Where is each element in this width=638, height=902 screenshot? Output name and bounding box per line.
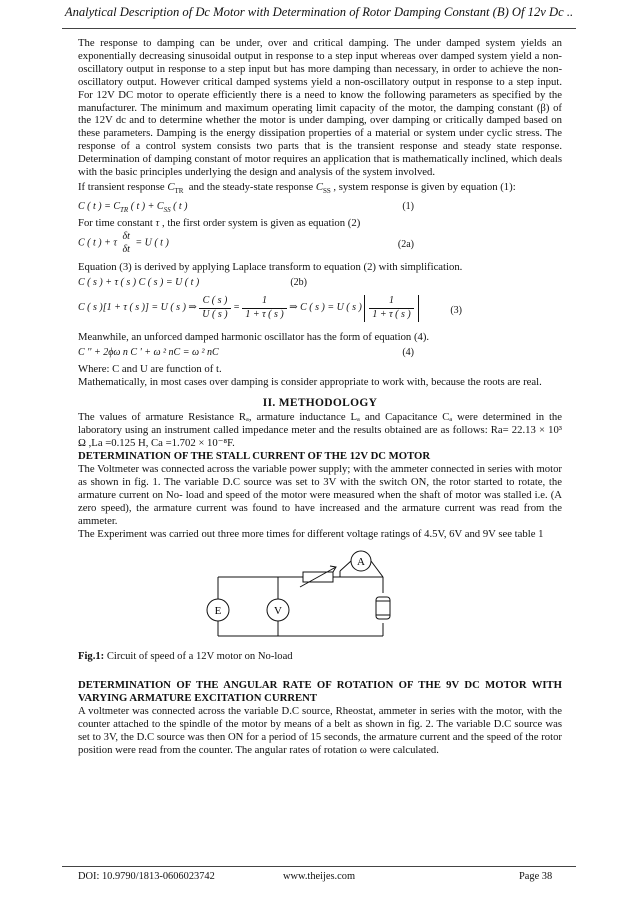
equation-4 [78, 347, 562, 361]
eq2b-number: (2b) [290, 276, 307, 288]
transient-line-a: If transient response [78, 180, 165, 193]
circuit-diagram [78, 541, 562, 651]
label-e: E [214, 604, 222, 617]
eq3-f3-numerator: 1 [369, 295, 413, 309]
figure-1-caption-label: Fig.1: [78, 650, 105, 662]
eq3-equals: = [233, 301, 240, 313]
running-header: Analytical Description of Dc Motor with Determination of Rotor Damping Constant (Β) Of 12v Dc .. [64, 5, 574, 19]
transient-line-c: , system response is given by equation (1): [333, 180, 516, 193]
eq1-sub2: SS [163, 206, 171, 215]
equation-3 [78, 295, 562, 329]
eq4-number: (4) [402, 346, 414, 358]
tau-symbol: τ [155, 217, 160, 230]
angular-heading: DETERMINATION OF THE ANGULAR RATE OF ROTATION OF THE 9V DC MOTOR WITH VARYING ARMATURE EXCITATION CURRENT [78, 679, 562, 705]
equation-2b [78, 277, 562, 291]
steady-symbol: C [315, 180, 323, 193]
where-line: Where: C and U are function of t. [78, 362, 222, 375]
footer-page: Page 38 [519, 871, 553, 882]
page-body [78, 37, 562, 757]
eq2a-frac-denominator: δt [122, 243, 130, 255]
eq3-f2-denominator: 1 + τ ( s ) [245, 308, 284, 320]
eq2a-number: (2a) [397, 238, 414, 250]
eq3-lhs: C ( s )[1 + τ ( s )] = U ( s ) ⇒ [78, 301, 197, 313]
eq1-mid: ( t ) + C [130, 201, 164, 213]
eq1-lhs: C ( t ) = C [78, 201, 121, 213]
intro-paragraph: The response to damping can be under, over and critical damping. The under damped system yields an exponentially decreasing sinusoidal output in response to a step input whereas over damped system yield a non-oscillatory output in response to a step input but has more damping than necessary, in order to achieve the non-oscillatory output. However critical damped systems yield a non-oscillatory output in response to a step input. For 12V DC motor to operate efficiently there is a need to know the following parameters as specified by the manufacturer. The minimum and maximum operating limit capacity of the motor, the damping constant (β) of the 12V dc and to determine whether the motor is under damping, over damping or critically damped based on these parameters. Damping is the energy dissipation properties of a material or system under cyclic stress. The response of a control system consists two parts that is the transient response and steady state response. Determination of damping constant of motor requires an application that is mathematically inclined, which deals with the basic principles underlying the design and analysis of the system involved. [78, 37, 562, 179]
source-e-icon [207, 599, 229, 621]
eq3-f1-numerator: C ( s ) [199, 295, 230, 309]
transient-line-b: and the steady-state response [188, 180, 314, 193]
eq1-sub1: TR [120, 206, 129, 215]
transient-line [78, 181, 562, 198]
eq4-expression: C '' + 2ϕω n C ' + ω ² nC = ω ² nC [78, 346, 219, 358]
figure-1 [78, 541, 562, 651]
methodology-heading: II. METHODOLOGY [262, 396, 378, 409]
eq3-f1-denominator: U ( s ) [202, 308, 228, 320]
eq3-fraction-2 [242, 295, 286, 322]
equation-2a [78, 231, 562, 259]
stall-paragraph-1: The Voltmeter was connected across the variable power supply; with the ammeter connected in series with motor as shown in fig. 1. The variable D.C source was set to 3V with the switch ON, the rotor started to rotate, the armature current on No- load and speed of the motor were measured when the shaft of motor was stalled i.e. (A zero speed), the armature current was found to have increased and the armature current was read from the ammeter. [78, 463, 562, 527]
ammeter-icon [340, 551, 383, 577]
eq1-number: (1) [402, 201, 414, 213]
eq1-end: ( t ) [173, 201, 188, 213]
eq2b-expression: C ( s ) + τ ( s ) C ( s ) = U ( t ) [78, 276, 200, 288]
transient-symbol: C [167, 180, 175, 193]
eq2a-lhs: C ( t ) + τ [78, 237, 117, 249]
eq3-f3-denominator: 1 + τ ( s ) [372, 308, 411, 320]
eq2a-fraction [119, 231, 132, 257]
overdamping-line: Mathematically, in most cases over damping is consider appropriate to work with, because the roots are real. [78, 375, 542, 388]
eq3-fraction-3 [369, 295, 413, 322]
steady-subscript: SS [322, 187, 331, 196]
stall-paragraph-2: The Experiment was carried out three more times for different voltage ratings of 4.5V, 6V and 9V see table 1 [78, 527, 544, 540]
stall-heading: DETERMINATION OF THE STALL CURRENT OF THE 12V DC MOTOR [78, 450, 431, 463]
label-v: V [274, 604, 282, 617]
header-rule [62, 28, 576, 29]
angular-paragraph: A voltmeter was connected across the variable D.C source, Rheostat, ammeter in series with the motor, with the counter attached to the spindle of the motor by means of a belt as shown in fig. 2. The variable D.C source was set to 3V, the D.C source was then ON for a period of 15 seconds, the armature current and the speed of the rotor position were read from the counter. The angular rates of rotation ω were calculated. [78, 705, 562, 756]
figure-1-caption-text: Circuit of speed of a 12V motor on No-load [104, 650, 293, 662]
label-a: A [357, 555, 365, 568]
footer-doi: DOI: 10.9790/1813-0606023742 [78, 871, 215, 882]
oscillator-line: Meanwhile, an unforced damped harmonic oscillator has the form of equation (4). [78, 330, 430, 343]
voltmeter-icon [267, 599, 289, 621]
tau-line-a: For time constant [78, 217, 153, 230]
figure-1-caption [78, 651, 562, 664]
eq3-mid: ⇒ C ( s ) = U ( s ) [289, 301, 362, 313]
eq3-number: (3) [450, 304, 462, 316]
tau-line [78, 217, 562, 230]
footer-url: www.theijes.com [283, 871, 356, 882]
tau-line-b: , the first order system is given as equation (2) [161, 217, 361, 230]
footer-rule [62, 866, 576, 867]
eq2a-rhs: = U ( t ) [135, 237, 169, 249]
eq3-fraction-1 [199, 295, 230, 322]
eq3-bracket [364, 295, 418, 322]
eq3-f2-numerator: 1 [242, 295, 286, 309]
methodology-paragraph: The values of armature Resistance Rₐ, armature inductance Lₐ and Capacitance Cₐ were determined in the laboratory using an instrument called impedance meter and the results obtained are as follows: Ra= 22.13 × 10³ Ω ,La =0.125 H, Ca =1.702 × 10⁻⁸F. [78, 411, 562, 450]
equation-1 [78, 201, 562, 215]
laplace-line: Equation (3) is derived by applying Laplace transform to equation (2) with simplification. [78, 260, 463, 273]
eq2a-frac-numerator: δt [122, 230, 130, 242]
transient-subscript: TR [174, 187, 184, 196]
